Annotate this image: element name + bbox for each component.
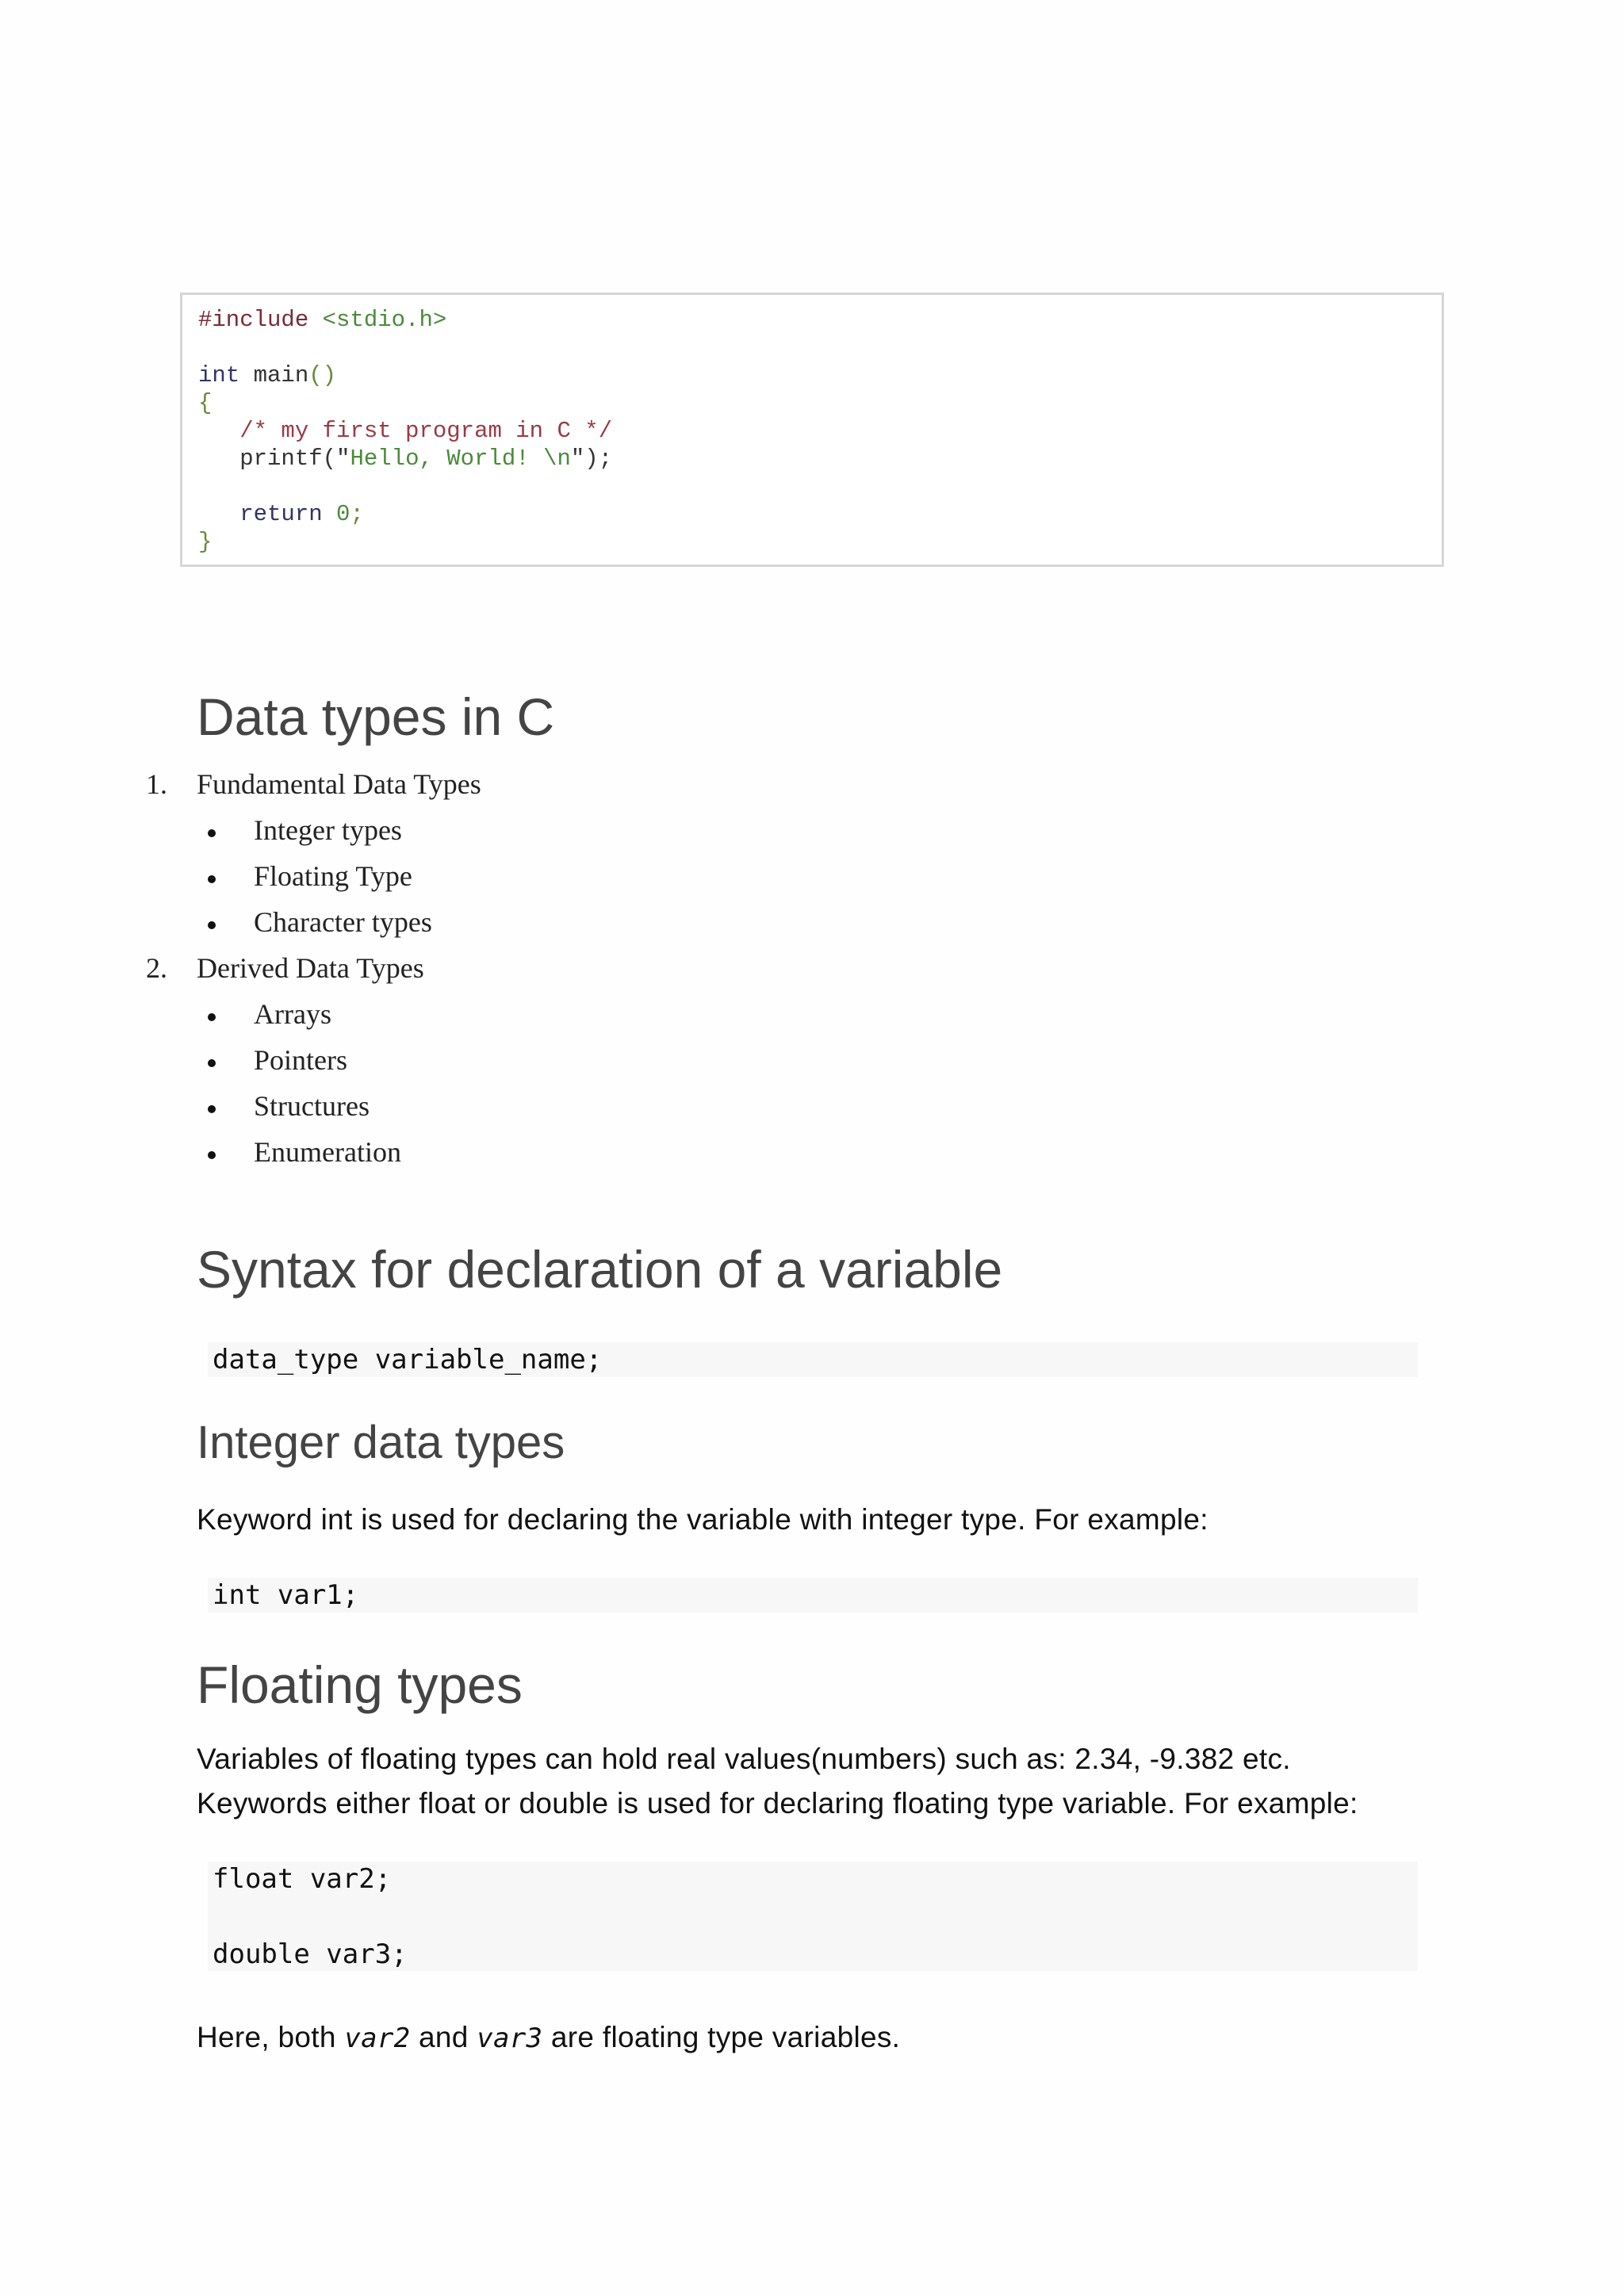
list-item-derived: Derived Data Types xyxy=(197,952,424,984)
list-number-1: 1. xyxy=(146,768,167,800)
floating-code-snippet xyxy=(208,1862,1418,1971)
code-printf-string: Hello, World! \n xyxy=(350,446,571,472)
code-return-semicolon: ; xyxy=(350,501,364,527)
code-main-function: main xyxy=(239,362,309,388)
code-main-parens: () xyxy=(308,362,337,388)
code-include-directive: #include xyxy=(198,307,323,333)
code-close-brace: } xyxy=(198,529,213,555)
bullet-icon xyxy=(208,1013,216,1021)
var3-emphasis: var3 xyxy=(477,2022,543,2054)
closing-text-mid: and xyxy=(410,2021,477,2053)
floating-closing-text xyxy=(197,2021,900,2054)
sub-item-arrays: Arrays xyxy=(254,998,331,1030)
hello-world-code-block xyxy=(180,293,1444,567)
code-printf-open: (" xyxy=(322,446,350,472)
integer-description: Keyword int is used for declaring the variable with integer type. For example: xyxy=(197,1503,1208,1536)
var2-emphasis: var2 xyxy=(344,2022,411,2054)
float-code-line: float var2; xyxy=(213,1863,392,1895)
sub-item-structures: Structures xyxy=(254,1090,370,1122)
code-printf-close: "); xyxy=(570,446,613,472)
double-code-line: double var3; xyxy=(213,1938,408,1970)
closing-text-start: Here, both xyxy=(197,2021,345,2053)
code-return-keyword: return xyxy=(239,501,323,527)
integer-heading: Integer data types xyxy=(197,1417,565,1468)
code-include-header: <stdio.h> xyxy=(322,307,447,333)
code-return-value: 0 xyxy=(322,501,350,527)
floating-heading: Floating types xyxy=(197,1655,523,1714)
integer-code-snippet xyxy=(208,1578,1418,1613)
list-number-2: 2. xyxy=(146,952,167,984)
data-types-heading: Data types in C xyxy=(197,687,555,746)
syntax-heading: Syntax for declaration of a variable xyxy=(197,1240,1003,1299)
list-item-fundamental: Fundamental Data Types xyxy=(197,768,481,800)
syntax-code-line: data_type variable_name; xyxy=(213,1344,603,1376)
bullet-icon xyxy=(208,1151,216,1159)
code-comment: /* my first program in C */ xyxy=(239,418,613,444)
bullet-icon xyxy=(208,875,216,883)
sub-item-floating: Floating Type xyxy=(254,860,412,892)
syntax-code-snippet xyxy=(208,1342,1418,1377)
floating-description-1: Variables of floating types can hold real values(numbers) such as: 2.34, -9.382 etc. xyxy=(197,1743,1291,1775)
code-open-brace: { xyxy=(198,390,213,416)
sub-item-pointers: Pointers xyxy=(254,1044,348,1076)
bullet-icon xyxy=(208,829,216,837)
sub-item-character: Character types xyxy=(254,906,432,938)
sub-item-enumeration: Enumeration xyxy=(254,1136,401,1168)
bullet-icon xyxy=(208,1105,216,1113)
floating-description-2: Keywords either float or double is used for declaring floating type variable. For example: xyxy=(197,1787,1358,1820)
closing-text-end: are floating type variables. xyxy=(542,2021,901,2053)
bullet-icon xyxy=(208,921,216,929)
code-printf: printf xyxy=(239,446,323,472)
code-int-keyword: int xyxy=(198,362,240,388)
integer-code-line: int var1; xyxy=(213,1579,359,1611)
code-content xyxy=(198,306,612,556)
sub-item-integer: Integer types xyxy=(254,814,402,846)
bullet-icon xyxy=(208,1059,216,1067)
